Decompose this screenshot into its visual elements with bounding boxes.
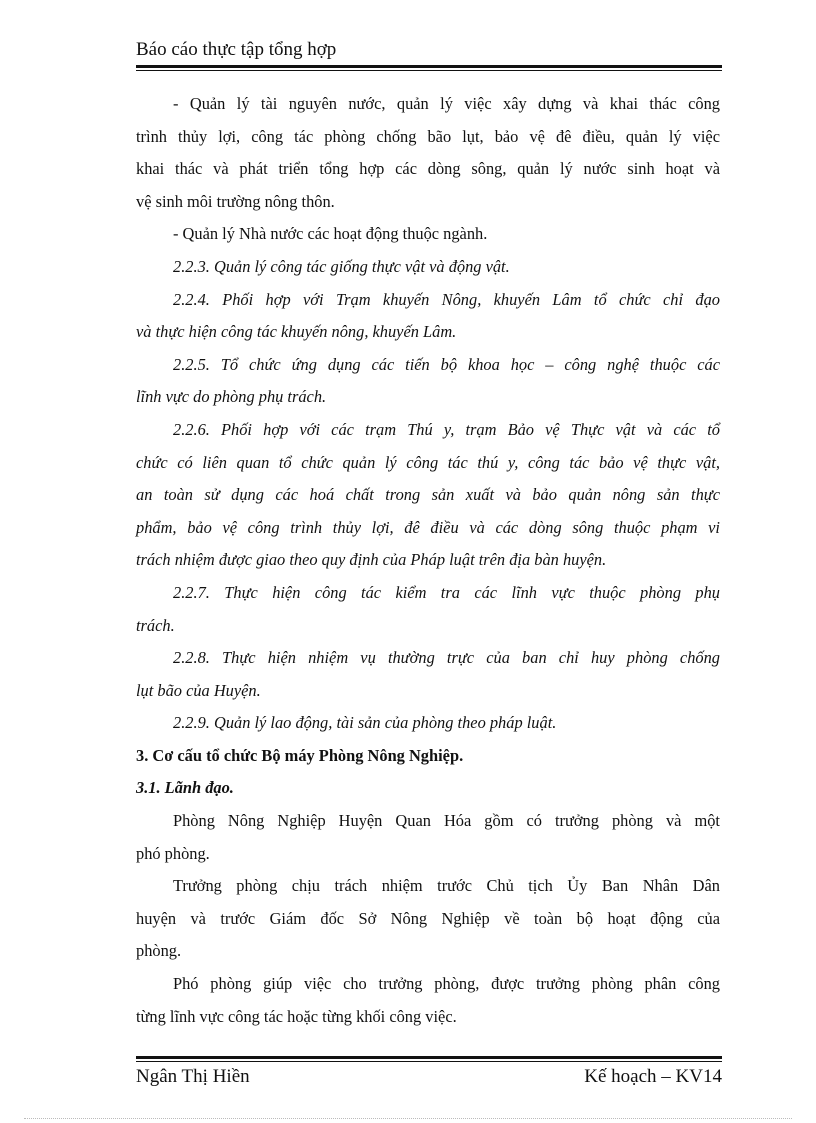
paragraph-line: lĩnh vực do phòng phụ trách. — [136, 387, 327, 407]
paragraph-line: Trưởng phòng chịu trách nhiệm trước Chủ tịch Ủy Ban Nhân Dân — [173, 876, 720, 896]
footer-author: Ngân Thị Hiền — [136, 1066, 250, 1087]
paragraph-line: - Quản lý tài nguyên nước, quản lý việc xây dựng và khai thác công — [173, 94, 720, 113]
footer-rule-thick — [136, 1056, 722, 1059]
paragraph-line: và thực hiện công tác khuyến nông, khuyến Lâm. — [136, 322, 457, 342]
paragraph-line: huyện và trước Giám đốc Sở Nông Nghiệp về toàn bộ hoạt động của — [136, 908, 720, 928]
section-item-2-2-7: 2.2.7. Thực hiện công tác kiểm tra các lĩnh vực thuộc phòng phụ — [173, 582, 720, 602]
footer-row — [136, 1064, 722, 1090]
section-item-2-2-8: 2.2.8. Thực hiện nhiệm vụ thường trực của ban chỉ huy phòng chống — [173, 648, 720, 668]
paragraph-line: chức có liên quan tổ chức quản lý công tác thú y, công tác bảo vệ thực vật, — [136, 452, 720, 472]
paragraph-line: khai thác và phát triển tổng hợp các dòng sông, quản lý nước sinh hoạt và — [136, 159, 720, 179]
footer-rule-thin — [136, 1061, 722, 1062]
paragraph-line: lụt bão của Huyện. — [136, 680, 261, 700]
paragraph-line: - Quản lý Nhà nước các hoạt động thuộc ngành. — [173, 224, 488, 244]
section-item-2-2-4: 2.2.4. Phối hợp với Trạm khuyến Nông, khuyến Lâm tổ chức chỉ đạo — [173, 289, 720, 309]
paragraph-line: Phòng Nông Nghiệp Huyện Quan Hóa gồm có trưởng phòng và một — [173, 811, 720, 831]
paragraph-line: phó phòng. — [136, 843, 210, 863]
page-bottom-dotted-border — [24, 1118, 792, 1119]
paragraph-line: phòng. — [136, 941, 182, 961]
section-item-2-2-5: 2.2.5. Tổ chức ứng dụng các tiến bộ khoa học – công nghệ thuộc các — [173, 354, 720, 374]
section-heading-3: 3. Cơ cấu tổ chức Bộ máy Phòng Nông Nghiệp. — [136, 745, 464, 765]
header-rule-thick — [136, 65, 722, 68]
section-item-2-2-3: 2.2.3. Quản lý công tác giống thực vật và động vật. — [173, 256, 510, 276]
section-item-2-2-6: 2.2.6. Phối hợp với các trạm Thú y, trạm Bảo vệ Thực vật và các tổ — [173, 419, 720, 439]
page-footer — [136, 1056, 722, 1090]
paragraph-line: Phó phòng giúp việc cho trưởng phòng, được trưởng phòng phân công — [173, 974, 720, 994]
paragraph-line: phẩm, bảo vệ công trình thủy lợi, đê điều và các dòng sông thuộc phạm vi — [136, 517, 720, 537]
header-title: Báo cáo thực tập tổng hợp — [136, 39, 337, 60]
paragraph-line: trách. — [136, 615, 175, 635]
document-body — [136, 88, 720, 1033]
paragraph-line: an toàn sử dụng các hoá chất trong sản xuất và bảo quản nông sản thực — [136, 485, 720, 505]
paragraph-line: vệ sinh môi trường nông thôn. — [136, 191, 335, 211]
page-header — [136, 38, 722, 71]
header-rule-thin — [136, 70, 722, 71]
subsection-heading-3-1: 3.1. Lãnh đạo. — [136, 778, 234, 798]
footer-class-name: Kế hoạch – KV14 — [584, 1066, 722, 1087]
paragraph-line: từng lĩnh vực công tác hoặc từng khối công việc. — [136, 1006, 457, 1026]
paragraph-line: trình thủy lợi, công tác phòng chống bão lụt, bảo vệ đê điều, quản lý việc — [136, 126, 720, 146]
paragraph-line: trách nhiệm được giao theo quy định của Pháp luật trên địa bàn huyện. — [136, 550, 607, 570]
section-item-2-2-9: 2.2.9. Quản lý lao động, tài sản của phòng theo pháp luật. — [173, 713, 557, 733]
